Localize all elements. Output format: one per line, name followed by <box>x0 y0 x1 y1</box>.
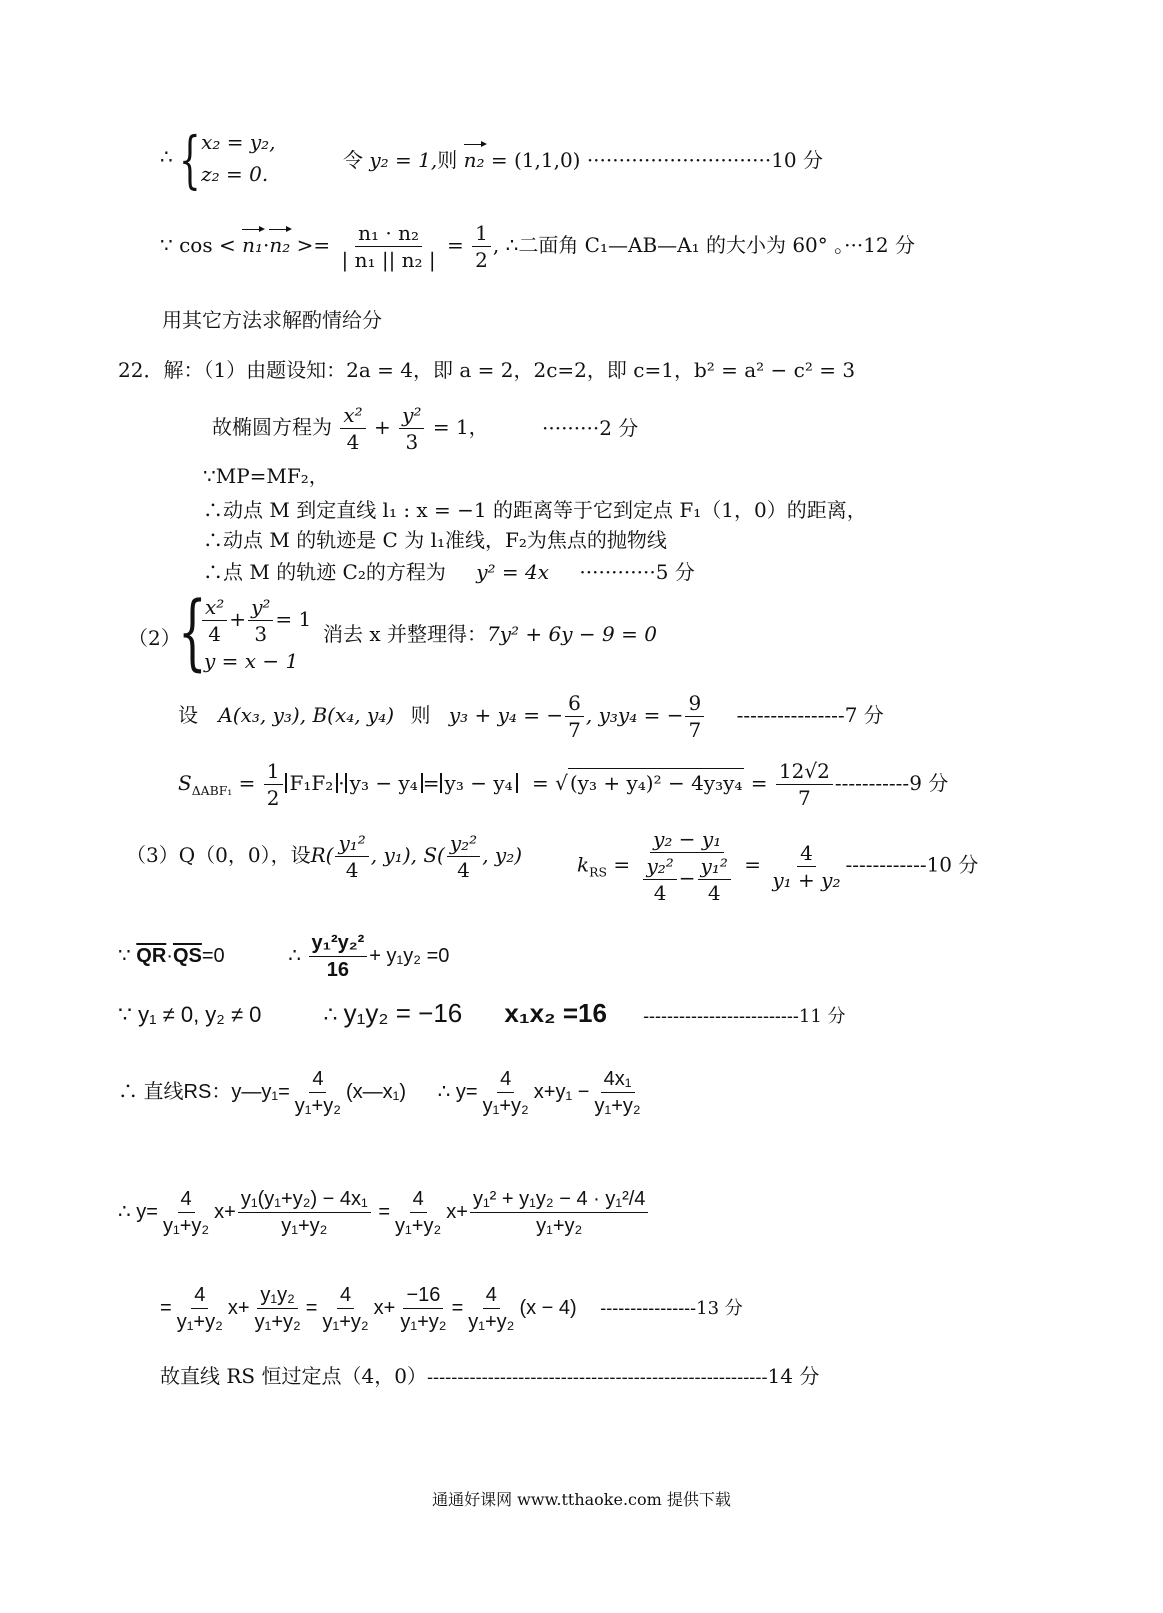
score-label: 14 分 <box>767 1364 820 1388</box>
product-line: ∵ y₁ ≠ 0, y₂ ≠ 0 ∴ y₁y₂ = −16 x₁x₂ =16 --------------------------11 分 <box>118 998 846 1028</box>
part-2-eliminate: 消去 x 并整理得：7y² + 6y − 9 = 0 <box>323 622 657 646</box>
line-distance: ∴动点 M 到定直线 l₁ : x = −1 的距离等于它到定点 F₁（1，0）的距离， <box>203 498 867 522</box>
left-brace-icon: { <box>178 585 207 680</box>
equation-system: { x₂ = y₂, z₂ = 0. <box>179 123 276 196</box>
vector-n2: n₂ <box>463 148 485 172</box>
line-parabola: ∴动点 M 的轨迹是 C 为 l₁准线，F₂为焦点的抛物线 <box>203 528 667 552</box>
dot-product-line: ∵ $\overline{QR}\cdot\overline{QS}=0$ ∴ $\frac{\text{y₁²y₂²}}{16}$ + y₁y₂ =0 <box>118 932 450 981</box>
line-rs: ∴ 直线RS：y—y₁= $\frac{4}{\text{y₁+y₂}}$ (x—x₁) ∴ y= $\frac{4}{\text{y₁+y₂}}$ x+y₁ − $\frac{\text{4x₁}}{\text{y₁+y₂}}$ <box>118 1068 641 1117</box>
equation-system: { $\frac{\text{x²}}{4}$ + $\frac{\text{y²}}{3}$ = 1 y = x − 1 <box>178 585 312 680</box>
slope-line: $k_{RS}$ = y₂ − y₁ $\frac{\text{y₂²}}{4}$ − $\frac{\text{y₁²}}{4}$ = $\frac{4}{\text{y₁ + y₂}}$ ------------10 分 <box>577 827 979 905</box>
score-label: 5 分 <box>655 560 695 584</box>
area-line: $S_{\Delta ABF_1}$ = $\frac{1}{2}$ F₁F₂ · y₃ − y₄ = y₃ − y₄ = √ (y₃ + y₄)² − 4y₃y₄ = $\frac{12√2}{7}$ -----------9 分 <box>178 759 949 810</box>
score-label: 11 分 <box>798 1006 846 1027</box>
score-2: ·········2 分 <box>542 416 639 440</box>
line-mp: ∵MP=MF₂， <box>203 464 329 488</box>
cos-fraction: $\frac{\text{n₁ · n₂}}{\text{| n₁ || n₂ |}}$ <box>341 221 436 272</box>
question-22-line: 22．解：（1）由题设知：2a = 4，即 a = 2，2c=2，即 c=1，b² = a² − c² = 3 <box>118 358 856 382</box>
line-12pt: ∵ cos < n₁·n₂ >= $\frac{\text{n₁ · n₂}}{\text{| n₁ || n₂ |}}$ = $\frac{1}{2}$ , ∴二面角 C₁—AB—A₁ 的大小为 60° 。···12 分 <box>160 221 916 272</box>
conclusion-line: 故直线 RS 恒过定点（4，0）--------------------------------------------------------14 分 <box>160 1364 820 1388</box>
half-fraction: $\frac{1}{2}$ <box>472 222 491 271</box>
sqrt-expression: √ (y₃ + y₄)² − 4y₃y₄ <box>555 773 744 793</box>
line-10pt-right: 令 y₂ = 1,则 n₂ = (1,1,0) ·····························10 分 <box>343 148 824 172</box>
question-number: 22． <box>118 358 164 382</box>
alt-method-note: 用其它方法求解酌情给分 <box>162 308 382 332</box>
ellipse-equation-line: 故椭圆方程为 $\frac{\text{x²}}{4}$ + $\frac{\text{y²}}{3}$ = 1， <box>212 403 489 454</box>
line-10pt <box>160 123 276 196</box>
score-label: 9 分 <box>909 771 949 795</box>
page-footer: 通通好课网 www.tthaoke.com 提供下载 <box>432 1490 731 1509</box>
therefore-symbol: ∴ <box>160 144 173 169</box>
line-y-simplified: = $\frac{4}{\text{y₁+y₂}}$ x+ $\frac{\text{y₁y₂}}{\text{y₁+y₂}}$ = $\frac{4}{\text{y₁+y₂}}$ x+ $\frac{-16}{\text{y₁+y₂}}$ = $\frac{4}{\text{y₁+y₂}}$ (x − 4) ----------------13 分 <box>160 1284 743 1333</box>
score-label: 13 分 <box>696 1297 743 1319</box>
score-label: 10 分 <box>771 148 824 172</box>
line-c2: ∴点 M 的轨迹 C₂的方程为 y² = 4x ············5 分 <box>203 560 695 584</box>
score-label: 12 分 <box>863 233 916 257</box>
left-brace-icon: { <box>179 123 201 196</box>
score-label: 10 分 <box>926 852 979 877</box>
vieta-line: 设 A(x₃, y₃), B(x₄, y₄) 则 y₃ + y₄ = − $\frac{6}{7}$ , y₃y₄ = − $\frac{9}{7}$ ----------------7 分 <box>178 691 884 742</box>
part-2-label: （2） <box>128 626 181 650</box>
part-2-system <box>178 585 312 680</box>
score-label: 2 分 <box>599 416 639 440</box>
part-3-line: （3）Q（0，0），设R( $\frac{\text{y₁²}}{4}$ , y₁), S( $\frac{\text{y₂²}}{4}$ , y₂) <box>126 831 523 882</box>
line-y-expansion: ∴ y= $\frac{4}{\text{y₁+y₂}}$ x+ $\frac{\text{y₁(y₁+y₂) − 4x₁}}{\text{y₁+y₂}}$ = $\frac{4}{\text{y₁+y₂}}$ x+ $\frac{\text{y₁² + y₁y₂ − 4 · y₁²/4}}{\text{y₁+y₂}}$ <box>118 1188 650 1237</box>
leader-dots: ····························· <box>586 148 772 172</box>
score-label: 7 分 <box>844 703 884 727</box>
